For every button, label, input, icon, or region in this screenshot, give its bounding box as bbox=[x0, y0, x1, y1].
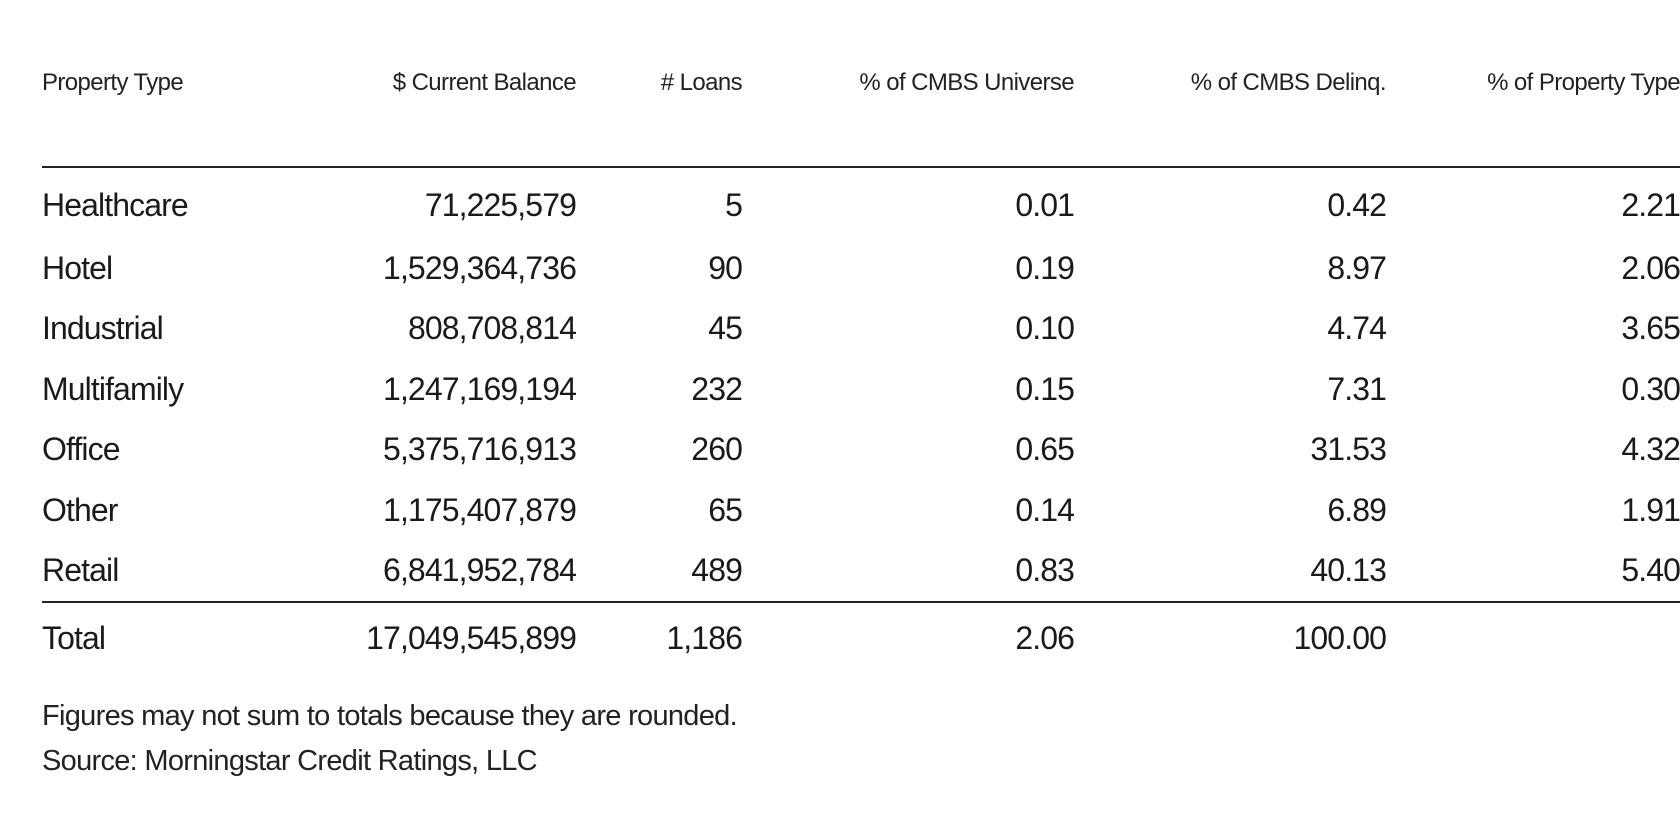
header-property-type: Property Type bbox=[42, 69, 184, 96]
cell-property-type: Hotel bbox=[42, 249, 113, 286]
cell-property-type-pct: 2.06 bbox=[1621, 249, 1680, 286]
header-loans: # Loans bbox=[660, 69, 742, 96]
total-cmbs-universe: 2.06 bbox=[1015, 619, 1074, 656]
cell-property-type-pct: 0.30 bbox=[1621, 370, 1680, 407]
cell-loans: 5 bbox=[725, 186, 742, 223]
cell-cmbs-universe: 0.19 bbox=[1015, 249, 1074, 286]
total-property-type-pct bbox=[1386, 602, 1680, 673]
cell-property-type: Other bbox=[42, 491, 118, 528]
cell-loans: 232 bbox=[691, 370, 742, 407]
cell-property-type-pct: 4.32 bbox=[1621, 431, 1680, 468]
cell-loans: 45 bbox=[708, 310, 742, 347]
table-row bbox=[42, 480, 1680, 541]
header-divider bbox=[42, 114, 1680, 167]
cell-property-type: Multifamily bbox=[42, 370, 184, 407]
cell-cmbs-universe: 0.14 bbox=[1015, 491, 1074, 528]
source-note: Source: Morningstar Credit Ratings, LLC bbox=[42, 745, 537, 777]
cell-property-type: Healthcare bbox=[42, 186, 188, 223]
total-loans: 1,186 bbox=[666, 619, 742, 656]
cell-current-balance: 1,529,364,736 bbox=[383, 249, 576, 286]
total-current-balance: 17,049,545,899 bbox=[366, 619, 576, 656]
table-footnotes bbox=[42, 694, 737, 784]
table-header bbox=[42, 52, 1680, 167]
header-cmbs-universe: % of CMBS Universe bbox=[859, 69, 1074, 96]
cell-cmbs-delinq: 0.42 bbox=[1327, 186, 1386, 223]
cell-loans: 65 bbox=[708, 491, 742, 528]
cell-current-balance: 6,841,952,784 bbox=[222, 541, 576, 603]
cell-cmbs-universe: 0.15 bbox=[1015, 370, 1074, 407]
rounding-note: Figures may not sum to totals because they are rounded. bbox=[42, 700, 737, 732]
cell-cmbs-delinq: 40.13 bbox=[1074, 541, 1386, 603]
cell-cmbs-delinq: 31.53 bbox=[1310, 431, 1386, 468]
cell-property-type: Retail bbox=[42, 541, 222, 603]
cell-cmbs-delinq: 4.74 bbox=[1327, 310, 1386, 347]
cell-current-balance: 808,708,814 bbox=[407, 310, 576, 347]
cell-cmbs-universe: 0.01 bbox=[1015, 186, 1074, 223]
cell-current-balance: 71,225,579 bbox=[424, 186, 576, 223]
total-cmbs-delinq: 100.00 bbox=[1293, 619, 1386, 656]
table-row bbox=[42, 238, 1680, 299]
cell-loans: 260 bbox=[691, 431, 742, 468]
header-current-balance: $ Current Balance bbox=[392, 69, 576, 96]
cell-cmbs-delinq: 7.31 bbox=[1327, 370, 1386, 407]
cell-property-type-pct: 5.40 bbox=[1386, 541, 1680, 603]
total-row bbox=[42, 602, 1680, 673]
cell-cmbs-universe: 0.65 bbox=[1015, 431, 1074, 468]
cell-loans: 489 bbox=[576, 541, 742, 603]
cell-property-type: Office bbox=[42, 431, 120, 468]
table-row bbox=[42, 299, 1680, 360]
cell-cmbs-universe: 0.83 bbox=[742, 541, 1074, 603]
cell-property-type-pct: 2.21 bbox=[1621, 186, 1680, 223]
cell-loans: 90 bbox=[708, 249, 742, 286]
table-row bbox=[42, 359, 1680, 420]
cell-cmbs-delinq: 6.89 bbox=[1327, 491, 1386, 528]
cell-property-type-pct: 1.91 bbox=[1621, 491, 1680, 528]
delinquency-table bbox=[42, 52, 1680, 673]
cell-current-balance: 5,375,716,913 bbox=[383, 431, 576, 468]
table-row bbox=[42, 420, 1680, 481]
table-total bbox=[42, 602, 1680, 673]
table-row bbox=[42, 541, 1680, 603]
cell-property-type: Industrial bbox=[42, 310, 163, 347]
cell-cmbs-universe: 0.10 bbox=[1015, 310, 1074, 347]
cell-current-balance: 1,247,169,194 bbox=[383, 370, 576, 407]
cell-current-balance: 1,175,407,879 bbox=[383, 491, 576, 528]
header-cmbs-delinq: % of CMBS Delinq. bbox=[1190, 69, 1386, 96]
cell-property-type-pct: 3.65 bbox=[1621, 310, 1680, 347]
cell-cmbs-delinq: 8.97 bbox=[1327, 249, 1386, 286]
header-property-type-pct: % of Property Type bbox=[1487, 69, 1680, 96]
total-label: Total bbox=[42, 619, 106, 656]
table-row bbox=[42, 167, 1680, 238]
table-body bbox=[42, 167, 1680, 602]
